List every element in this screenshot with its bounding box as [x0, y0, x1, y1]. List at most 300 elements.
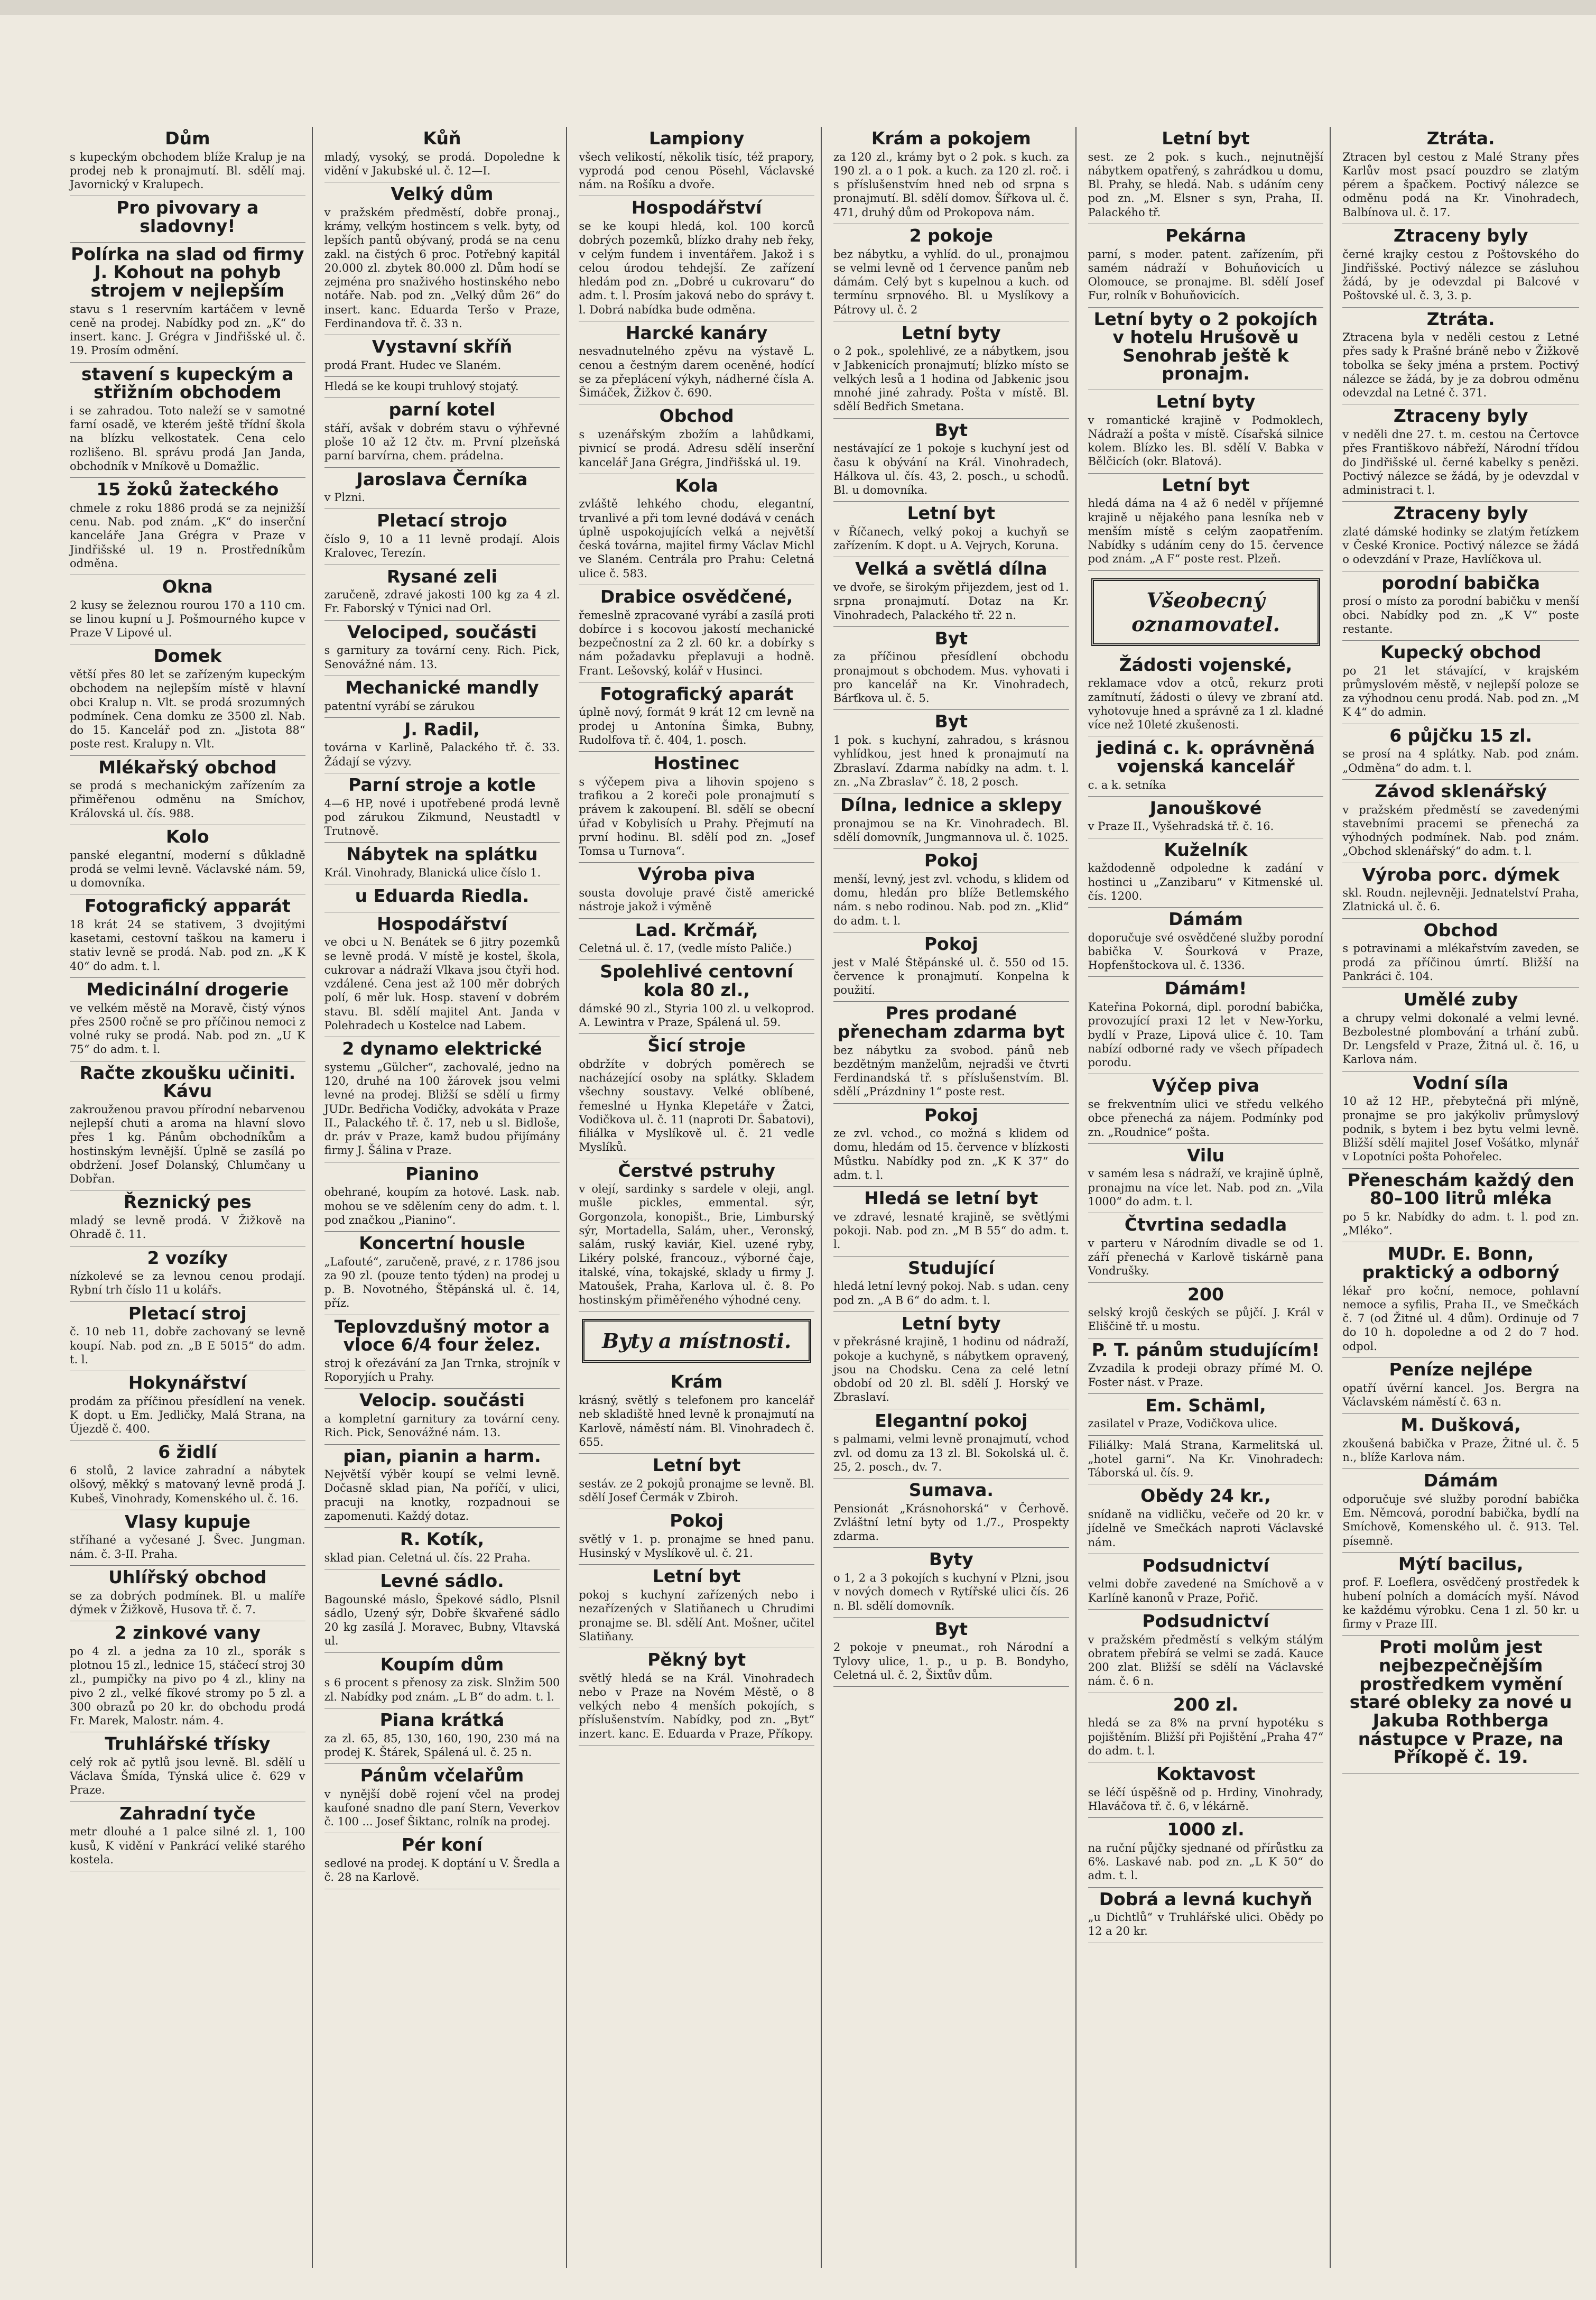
classified-ad — [1088, 1283, 1324, 1338]
classified-ad — [70, 575, 305, 644]
top-edge — [0, 0, 1596, 15]
classified-ad — [1088, 1436, 1324, 1485]
classified-ad — [324, 377, 560, 398]
ad-heading: Peníze nejlépe — [1389, 1359, 1533, 1380]
ad-body: se prosí na 4 splátky. Nab. pod znám. „Odměna“ do adm. t. l. — [1342, 747, 1579, 774]
classified-ad — [833, 849, 1069, 932]
ad-heading: Kuželník — [1164, 839, 1248, 860]
ad-heading: Pletací strojo — [377, 510, 507, 531]
ad-heading: Pletací stroj — [128, 1303, 247, 1324]
ad-heading: Byt — [934, 1618, 968, 1639]
ad-body: za zl. 65, 85, 130, 160, 190, 230 má na prodej K. Štárek, Spálená ul. č. 25 n. — [324, 1732, 560, 1759]
classified-ad — [324, 1037, 560, 1162]
ad-heading: Obchod — [659, 405, 734, 427]
classified-ad — [1088, 838, 1324, 908]
ad-heading: porodní babička — [1381, 572, 1541, 593]
ad-heading: Nábytek na splátku — [346, 844, 538, 865]
ad-heading: Čerstvé pstruhy — [618, 1160, 775, 1181]
ad-body: 10 až 12 HP., přebytečná při mlýně, pronajme se pro jakýkoliv průmyslový podnik, s bytem i bez bytu velmi levně. Bližší sdělí majitel Josef Vošátko, mlynář v Lopotníci pošta Pohořelec. — [1342, 1095, 1579, 1163]
ad-heading: Koncertní housle — [359, 1233, 525, 1253]
ad-body: v pražském předměstí, dobře pronaj., krámy, velkým hostincem s velk. byty, od lepších pantů obývaný, prodá se na cenu zakl. na čistých 6 proc. Potřebný kapitál 20.000 zl. zbytek 80.000 zl. Dům hodí se zejména pro snaživého hostinského nebo notáře. Nab. pod zn. „Velký dům 26“ do insert. kanc. Eduarda Teršo v Praze, Ferdinandova tř. č. 33 n. — [324, 206, 560, 330]
classified-ad — [579, 196, 814, 321]
classified-ad — [70, 1802, 305, 1871]
ad-heading: Pokoj — [924, 1104, 978, 1125]
ad-body: číslo 9, 10 a 11 levně prodají. Alois Kralovec, Terezín. — [324, 533, 560, 560]
ad-heading: Piana krátká — [379, 1709, 505, 1730]
classified-ad — [579, 1159, 814, 1312]
ad-heading: Řeznický pes — [123, 1191, 252, 1213]
ad-heading: Podsudnictví — [1142, 1610, 1269, 1631]
classified-ad — [1088, 1693, 1324, 1762]
ad-body: v pražském předměstí se zavedenými stavebními pracemi se přenechá za výhodných podmínek. Nab. pod znám. „Obchod sklenářský“ do adm. t. l. — [1342, 803, 1579, 858]
ad-heading: Kupecký obchod — [1380, 642, 1542, 663]
ad-body: i se zahradou. Toto naleží se v samotné farní osadě, ve kterém ještě třídní škola na blízku velkostatek. Cena celo rozlišeno. Bl. správu prodá Jan Janda, obchodník v Mníkově u Domažlic. — [70, 404, 305, 473]
ad-body: se frekventním ulici ve středu velkého obce přenechá za nájem. Podmínky pod zn. „Roudnice“ pošta. — [1088, 1098, 1324, 1139]
ad-heading: Spolehlivé centovní kola 80 zl., — [600, 961, 793, 1001]
ad-body: snídaně na vidličku, večeře od 20 kr. v jídelně ve Smečkách naproti Václavské nám. — [1088, 1508, 1324, 1549]
classified-ad — [70, 478, 305, 575]
ad-heading: Pres prodané přenecham zdarma byt — [837, 1003, 1065, 1042]
classified-ad — [324, 1315, 560, 1389]
ad-body: skl. Roudn. nejlevněji. Jednatelství Praha, Zlatnická ul. č. 6. — [1342, 886, 1579, 913]
ad-body: jest v Malé Štěpánské ul. č. 550 od 15. července k pronajmutí. Konpelna k použití. — [833, 956, 1069, 997]
ad-heading: Račte zkoušku učiniti. Kávu — [79, 1062, 296, 1102]
ad-body: ze zvl. vchod., co možná s klidem od domu, hledám od 15. července v blízkosti Můstku. Nabídky pod zn. „K K 37“ do adm. t. l. — [833, 1127, 1069, 1181]
ad-body: 6 stolů, 2 lavice zahradní a nábytek olšový, měkký s matovaný levně prodá J. Kubeš, Vinohrady, Komenského ul. č. 16. — [70, 1464, 305, 1505]
classified-ad — [1088, 1610, 1324, 1693]
classified-ad — [324, 1232, 560, 1315]
classified-ad — [1088, 1888, 1324, 1943]
classified-ad — [1088, 1484, 1324, 1554]
ad-body: Zvzadila k prodeji obrazy přímé M. O. Foster nást. v Praze. — [1088, 1362, 1324, 1389]
classified-ad — [579, 321, 814, 405]
ad-body: 4—6 HP, nové i upotřebené prodá levně pod zárukou Zikmund, Neustadtl v Trutnově. — [324, 797, 560, 838]
classified-ad — [579, 1034, 814, 1159]
classified-ad — [579, 127, 814, 196]
ad-body: patentní vyrábí se zárukou — [324, 699, 475, 713]
ad-heading: M. Dušková, — [1400, 1415, 1521, 1436]
classified-ad — [1342, 127, 1579, 224]
classified-ad — [833, 1479, 1069, 1548]
ad-heading: Hledá se letní byt — [864, 1188, 1038, 1209]
ad-body: továrna v Karlině, Palackého tř. č. 33. Žádají se výzvy. — [324, 741, 560, 768]
classified-ad — [70, 1190, 305, 1246]
ad-heading: J. Radil, — [404, 718, 480, 740]
ad-body: v neděli dne 27. t. m. cestou na Čertovce přes Františkovo nábřeží, Národní třídou do Jindřišské ul. černé kabelky s penězi. Poctivý nálezce se žádá, by je odevzdal v administraci t. l. — [1342, 428, 1579, 497]
ad-heading: Proti molům jest nejbezpečnějším prostředkem vymění staré obleky za nové u Jakuba Rothberga nástupce v Praze, na Příkopě č. 19. — [1349, 1637, 1572, 1768]
ad-body: v nynější době rojení včel na prodej kaufoné snadno dle paní Stern, Veverkov č. 100 ... Josef Šiktanc, rolník na prodej. — [324, 1787, 560, 1828]
classified-ad — [1342, 780, 1579, 863]
ad-body: č. 10 neb 11, dobře zachovaný se levně koupí. Nab. pod zn. „B E 5015“ do adm. t. l. — [70, 1325, 305, 1366]
ad-heading: Sumava. — [908, 1480, 994, 1501]
classified-ad — [324, 1708, 560, 1764]
ad-body: prodá Frant. Hudec ve Slaném. — [324, 358, 502, 372]
ad-heading: 200 — [1187, 1283, 1224, 1305]
ad-body: za 120 zl., krámy byt o 2 pok. s kuch. za 190 zl. a o 1 pok. a kuch. za 120 zl. roč. i s příslušenstvím hned neb od srpna s pronajmutí. Bl. sdělí domov. Šířkova ul. č. 471, druhý dům od Prokopova nám. — [833, 150, 1069, 219]
classified-ad — [1342, 919, 1579, 988]
ad-body: ve obci u N. Benátek se 6 jitry pozemků se levně prodá. V místě je kostel, škola, cukrovar a nádraží Vlkava jsou čtyři hod. vzdálené. Cena jest až 100 měr dobrých polí, 6 měr luk. Hosp. stavení v dobrém stavu. Bl. sdělí majitel Ant. Janda v Polehradech u Kostelce nad Labem. — [324, 936, 560, 1032]
ad-body: menší, levný, jest zvl. vchodu, s klidem od domu, hledán pro blíže Betlemského nám. s nebo rodinou. Nab. pod zn. „Klid“ do adm. t. l. — [833, 872, 1069, 927]
ad-heading: Drabice osvědčené, — [600, 586, 793, 607]
ad-heading: Elegantní pokoj — [875, 1410, 1028, 1431]
classified-ad — [833, 557, 1069, 626]
classified-ad — [1088, 224, 1324, 308]
ad-heading: Ztráta. — [1426, 308, 1495, 329]
ad-heading: Výroba piva — [638, 864, 756, 885]
classified-ad — [70, 894, 305, 978]
classified-ad — [324, 182, 560, 335]
ad-heading: Přeneschám každý den 80–100 litrů mléka — [1347, 1169, 1574, 1209]
ad-body: stříhané a vyčesané J. Švec. Jungman. nám. č. 3-II. Praha. — [70, 1534, 305, 1560]
ad-heading: Obchod — [1423, 919, 1498, 940]
classified-ad — [70, 1732, 305, 1802]
ad-body: Král. Vinohrady, Blanická ulice číslo 1. — [324, 866, 541, 879]
classified-ad — [70, 243, 305, 363]
ad-heading: Kola — [675, 475, 718, 496]
classified-ad — [1088, 1074, 1324, 1143]
ad-heading: Letní byty — [901, 1313, 1001, 1334]
ad-heading: Letní byty — [901, 322, 1001, 343]
ad-body: všech velikostí, několik tisíc, též prapory, vyprodá pod cenou Pösehl, Václavské nám. na Rošíku a dvoře. — [579, 150, 814, 191]
ad-body: „u Dichtlů“ v Truhlářské ulici. Obědy po 12 a 20 kr. — [1088, 1911, 1324, 1938]
classified-ad — [833, 1187, 1069, 1256]
ad-body: po 5 kr. Nabídky do adm. t. l. pod zn. „Mléko“. — [1342, 1210, 1579, 1237]
classified-ad — [833, 627, 1069, 710]
ad-heading: Šicí stroje — [647, 1035, 746, 1056]
ad-heading: Harcké kanáry — [625, 322, 768, 343]
ad-body: hledá se za 8% na první hypotéku s pojištěním. Bližší při Pojištění „Praha 47“ do adm. t. l. — [1088, 1716, 1324, 1757]
ad-body: stavu s 1 reservním kartáčem v levně ceně na prodej. Nabídky pod zn. „K“ do insert. kanc. J. Grégra v Jindřišské ul. č. 19. Prosím odmění. — [70, 302, 305, 357]
ad-heading: Parní stroje a kotle — [348, 774, 536, 795]
ad-heading: pian, pianin a harm. — [343, 1445, 541, 1466]
ad-heading: Výroba porc. dýmek — [1362, 864, 1560, 885]
ad-body: každodenně odpoledne k zadání v hostinci u „Zanzibaru“ v Kitmenské ul. čís. 1200. — [1088, 862, 1324, 902]
ad-heading: Koktavost — [1156, 1763, 1256, 1785]
ad-heading: Pěkný byt — [647, 1649, 746, 1670]
ad-heading: Truhlářské třísky — [105, 1733, 271, 1754]
ad-body: v parteru v Národním divadle se od 1. září přenechá v Karlově tiskárně pana Vondrušky. — [1088, 1236, 1324, 1278]
classified-ad — [833, 224, 1069, 321]
classified-ad — [70, 1061, 305, 1191]
ad-body: opatří úvěrní kancel. Jos. Bergra na Václavském náměstí č. 63 n. — [1342, 1381, 1579, 1408]
ad-heading: Letní byt — [652, 1455, 741, 1476]
classified-ad — [324, 468, 560, 510]
ad-heading: Lampiony — [649, 128, 745, 149]
column-6 — [1336, 127, 1585, 2268]
ad-body: c. a k. setníka — [1088, 778, 1166, 791]
classified-ad — [70, 1371, 305, 1440]
classified-ad — [324, 676, 560, 718]
classified-ad — [833, 127, 1069, 224]
ad-body: řemeslně zpracované vyrábí a zasílá proti dobírce i s kocovou jakostí mechanické bezpečnostní za 2 zl. 60 kr. a dobírky s nám požadavku přeplavuji a hodně. Frant. Lešovský, kolář v Husinci. — [579, 608, 814, 677]
classified-ad — [70, 1510, 305, 1566]
ad-heading: 15 žoků žateckého — [96, 479, 279, 500]
ad-heading: Letní byty — [1156, 391, 1256, 412]
classified-ad — [1088, 736, 1324, 797]
ad-heading: P. T. pánům studujícím! — [1091, 1339, 1320, 1360]
classified-ad — [1088, 977, 1324, 1074]
ad-body: s uzenářským zbožím a lahůdkami, pivnicí se prodá. Adresu sdělí inserční kancelář Jana Grégra, Jindřišská ul. 19. — [579, 428, 814, 469]
ad-body: obdržíte v dobrých poměrech se nacházející osoby na splátky. Skladem všechny soustavy. Velké oblíbené, řemeslné u Hynka Klepetáře v Žatci, Vodičkova ul. č. 11 (naproti Dr. Šabatovi), filiálka v Myslíkově ul. č. 21 vedle Myslíků. — [579, 1057, 814, 1154]
column-5 — [1082, 127, 1331, 2268]
classified-ad — [1342, 863, 1579, 919]
ad-heading: Mlékařský obchod — [98, 756, 277, 778]
ad-heading: Velký dům — [391, 183, 494, 205]
ad-body: v olejí, sardinky s sardele v oleji, angl. mušle pickles, emmental. sýr, Gorgonzola, konopišt., Brie, Limburský sýr, Mortadella, Salám, uher., Veronský, salám, ruský kaviár, Kiel. uzené ryby, Likéry polské, francouz., výborné čaje, italské, vína, tokajské, sklady u firmy J. Matoušek, Praha, Karlova ul. č. 8. Po hostinským přiměřeného výhodné ceny. — [579, 1183, 814, 1307]
ad-heading: Velocip. součásti — [359, 1390, 525, 1411]
ad-body: hledá dáma na 4 až 6 neděl v příjemné krajině u nějakého pana lesníka neb v menším místě s celým zaopatřením. Nabídky s udáním ceny do 15. července pod znám. „A F“ poste rest. Plzeň. — [1088, 497, 1324, 566]
classified-ad — [1088, 390, 1324, 474]
ad-body: Bagounské máslo, Špekové sádlo, Plsnil sádlo, Uzený sýr, Dobře škvařené sádlo 20 kg zasílá J. Moravec, Bubny, Vltavská ul. — [324, 1593, 560, 1648]
ad-body: se prodá s mechanickým zařízením za přiměřenou odměnu na Smíchov, Královská ul. čís. 988. — [70, 779, 305, 820]
classified-ad — [579, 919, 814, 960]
ad-body: krásný, světlý s telefonem pro kancelář neb skladiště hned levně k pronajmutí na Karlově, náměstí nám. Bl. Vinohradech č. 655. — [579, 1394, 814, 1448]
classified-ad — [833, 1104, 1069, 1187]
classified-ad — [324, 843, 560, 884]
classified-ad — [833, 1409, 1069, 1479]
ad-heading: Žádosti vojenské, — [1119, 654, 1293, 675]
ad-body: ve zdravé, lesnaté krajině, se světlými pokoji. Nab. pod zn. „M B 55“ do adm. t. l. — [833, 1210, 1069, 1251]
ad-body: metr dlouhé a 1 palce silné zl. 1, 100 kusů, K vidění v Pankrácí veliké starého kostela. — [70, 1825, 305, 1866]
ad-heading: Podsudnictví — [1142, 1555, 1269, 1576]
classified-ad — [833, 710, 1069, 793]
classified-ad — [1088, 1394, 1324, 1436]
classified-ad — [579, 1370, 814, 1454]
classified-ad — [579, 1648, 814, 1745]
classified-ad — [1342, 224, 1579, 308]
ad-body: sest. ze 2 pok. s kuch., nejnutnější nábytkem opatřený, s zahrádkou u domu, Bl. Prahy, se hledá. Nab. s udáním ceny pod zn. „M. Elsner s syn, Praha, II. Palackého tř. — [1088, 150, 1324, 219]
classified-ad — [70, 1621, 305, 1732]
section-header: Všeobecný oznamovatel. — [1091, 578, 1321, 646]
ad-body: velmi dobře zavedené na Smíchově a v Karlíně kanonů v Praze, Pořič. — [1088, 1577, 1324, 1604]
ad-heading: Ztráta. — [1426, 128, 1495, 149]
classified-ad — [1342, 724, 1579, 780]
ad-body: v romantické krajině v Podmoklech, Nádraží a pošta v místě. Císařská silnice kolem. Blízko les. Bl. sdělí V. Babka v Bělčicích (okr. Blatová). — [1088, 413, 1324, 468]
classified-ad — [579, 1565, 814, 1648]
ad-body: nesvadnutelného zpěvu na výstavě L. cenou a čestným darem oceněné, hodící se za přeplácení výkyh, nádherné čísla A. Šimáček, Žižkov č. 690. — [579, 345, 814, 400]
ad-heading: MUDr. E. Bonn, praktický a odborný — [1362, 1243, 1560, 1282]
classified-ad — [579, 404, 814, 474]
classified-ad — [324, 1833, 560, 1889]
classified-ad — [324, 1569, 560, 1653]
ad-heading: Rysané zeli — [387, 566, 497, 587]
classified-ad — [324, 565, 560, 621]
column-2 — [318, 127, 568, 2268]
ad-heading: Vodní síla — [1413, 1072, 1509, 1093]
classified-ad — [324, 398, 560, 467]
ad-heading: Pokoj — [924, 933, 978, 954]
classified-ad — [324, 773, 560, 843]
ad-heading: Letní byt — [1162, 474, 1250, 495]
classified-ad — [1342, 1469, 1579, 1553]
ad-body: nízkolevé se za levnou cenou prodají. Rybní trh číslo 11 u kolářs. — [70, 1270, 305, 1297]
ad-heading: Závod sklenářský — [1375, 780, 1547, 801]
ad-body: v překrásné krajině, 1 hodinu od nádraží, pokoje a kuchyně, s nábytkem opravený, jsou na Chodsku. Cena za celé letní období od 20 zl. Bl. sdělí J. Horský ve Zbraslaví. — [833, 1335, 1069, 1404]
classified-ad — [324, 127, 560, 182]
classified-ad — [1088, 308, 1324, 391]
classified-ad — [833, 1548, 1069, 1617]
ad-body: 2 pokoje v pneumat., roh Národní a Tylovy ulice, 1. p., u p. B. Bondyho, Celetná ul. č. 2, Šixtův dům. — [833, 1641, 1069, 1682]
classified-ad — [324, 509, 560, 565]
classified-ad — [324, 912, 560, 1037]
ad-body: Největší výběr koupí se velmi levně. Dočasně sklad pian, Na poříčí, v ulici, pracuji na knotky, rozpadnoui se zapomenuti. Každý dotaz. — [324, 1468, 560, 1522]
classified-ad — [833, 1618, 1069, 1687]
ad-heading: 6 půjčku 15 zl. — [1389, 725, 1533, 746]
ad-heading: Jaroslava Černíka — [356, 468, 528, 489]
ad-body: celý rok ač pytlů jsou levně. Bl. sdělí u Václava Šmída, Týnská ulice č. 629 v Praze. — [70, 1756, 305, 1797]
ad-heading: Letní byt — [1162, 128, 1250, 149]
ad-body: s garnitury za tovární ceny. Rich. Pick, Senovážné nám. 13. — [324, 644, 560, 671]
ad-body: stroj k ořezávání za Jan Trnka, strojník v Roporyjích u Prahy. — [324, 1356, 560, 1384]
ad-heading: Ztraceny byly — [1393, 405, 1528, 427]
ad-heading: Dobrá a levná kuchyň — [1099, 1888, 1313, 1909]
ad-body: odporučuje své služby porodní babička Em. Němcová, porodní babička, bydlí na Smíchově, Komenského ul. č. 913. Tel. písemně. — [1342, 1492, 1579, 1547]
ad-body: „Lafouté“, zaručeně, pravé, z r. 1786 jsou za 90 zl. (pouze tento týden) na prodej u p. B. Novotného, Štěpánská ul. č. 14, příz. — [324, 1255, 560, 1310]
ad-heading: Dámám! — [1164, 978, 1247, 999]
ad-body: obehrané, koupím za hotové. Lask. nab. mohou se ve sdělením ceny do adm. t. l. pod značkou „Pianino“. — [324, 1186, 560, 1226]
classified-ad — [324, 1389, 560, 1444]
ad-body: nestávající ze 1 pokoje s kuchyní jest od času k obývání na Král. Vinohradech, Hálkova ul. čís. 43, 2. posch., u schodů. Bl. u domovníka. — [833, 442, 1069, 497]
ad-body: hledá letní levný pokoj. Nab. s udan. ceny pod zn. „A B 6“ do adm. t. l. — [833, 1280, 1069, 1307]
ad-heading: 200 zl. — [1173, 1694, 1239, 1715]
ad-body: dámské 90 zl., Styria 100 zl. u velkoprod. A. Lewintra v Praze, Spálená ul. 59. — [579, 1002, 814, 1029]
classified-ad — [1342, 641, 1579, 724]
ad-heading: Levné sádlo. — [380, 1571, 504, 1592]
ad-body: ve dvoře, se širokým přijezdem, jest od 1. srpna pronajmutí. Dotaz na Kr. Vinohradech, Palackého tř. 22 n. — [833, 581, 1069, 622]
ad-body: bez nábytku, a vyhlíd. do ul., pronajmou se velmi levně od 1 července panům neb dámám. Celý byt s kupelnou a kuch. od termínu srpnového. Bl. u Myslíkovy a Pátrovy ul. č. 2 — [833, 247, 1069, 316]
classified-ad — [579, 752, 814, 863]
classified-ad — [833, 1002, 1069, 1103]
classified-ad — [70, 756, 305, 825]
ad-heading: Velociped, součásti — [347, 621, 537, 642]
classified-ad — [579, 474, 814, 585]
ad-heading: Pro pivovary a sladovny! — [116, 197, 259, 237]
ad-body: v pražském předměstí s velkým stálým obratem přebírá se velmi se zadá. Kauce 200 zlat. Bližší se sdělí na Václavské nám. č. 6 n. — [1088, 1633, 1324, 1688]
ad-heading: Em. Schäml, — [1145, 1394, 1266, 1416]
ad-body: Kateřina Pokorná, dipl. porodní babička, provozující praxi 12 let v New-Yorku, bydlí v Praze, Lipová ulice č. 10. Tam nabízí odborné rady ve všech případech porodu. — [1088, 1001, 1324, 1069]
ad-heading: Pokoj — [924, 850, 978, 871]
ad-body: Filiálky: Malá Strana, Karmelitská ul. „hotel garni“. Na Kr. Vinohradech: Táborská ul. čís. 9. — [1088, 1438, 1324, 1480]
classified-ad — [70, 1246, 305, 1302]
ad-body: pokoj s kuchyní zařízených nebo i nezařízených v Slatiňanech u Chrudimi pronajme se. Bl. sdělí Ant. Mošner, učitel Slatiňany. — [579, 1588, 814, 1643]
classified-ad — [1088, 908, 1324, 977]
classified-ad — [70, 644, 305, 755]
ad-heading: 2 zinkové vany — [114, 1622, 261, 1643]
ad-body: v Říčanech, velký pokoj a kuchyň se zařízením. K dopt. u A. Vejrych, Koruna. — [833, 525, 1069, 552]
ad-heading: Čtvrtina sedadla — [1124, 1214, 1287, 1235]
ad-heading: Hokynářství — [128, 1372, 247, 1393]
classified-ad — [1342, 571, 1579, 641]
ad-heading: Ztraceny byly — [1393, 503, 1528, 524]
ad-body: sedlové na prodej. K doptání u V. Šredla a č. 28 na Karlově. — [324, 1857, 560, 1884]
ad-heading: 2 dynamo elektrické — [342, 1038, 542, 1059]
classified-ad — [1088, 1554, 1324, 1610]
ad-body: na ruční půjčky sjednané od přírůstku za 6%. Laskavé nab. pod zn. „L K 50“ do adm. t. l. — [1088, 1841, 1324, 1882]
ad-heading: jediná c. k. oprávněná vojenská kancelář — [1096, 737, 1315, 777]
ad-body: v samém lesa s nádraží, ve krajině úplně, pronajmu na více let. Nab. pod zn. „Vila 1000“ do adm. t. l. — [1088, 1167, 1324, 1208]
ad-body: sestáv. ze 2 pokojů pronajme se levně. Bl. sdělí Josef Čermák v Zbiroh. — [579, 1477, 814, 1504]
classified-ad — [579, 585, 814, 682]
ad-body: Celetná ul. č. 17, (vedle místo Paliče.) — [579, 942, 792, 955]
ad-heading: Hospodářství — [377, 913, 507, 934]
ad-body: v Plzni. — [324, 491, 366, 504]
ad-body: se léčí úspěšně od p. Hrdiny, Vinohrady, Hlaváčova tř. č. 6, v lékárně. — [1088, 1786, 1324, 1813]
classified-ad — [70, 1302, 305, 1371]
ad-heading: Vystavní skříň — [372, 336, 513, 357]
classified-ad — [70, 825, 305, 894]
ad-body: v Praze II., Vyšehradská tř. č. 16. — [1088, 820, 1274, 833]
ad-body: zkoušená babička v Praze, Žitné ul. č. 5 n., blíže Karlova nám. — [1342, 1437, 1579, 1464]
ad-body: o 1, 2 a 3 pokojích s kuchyní v Plzni, jsou v nových domech v Rytířské ulici čís. 26 n. Bl. sdělí domovník. — [833, 1572, 1069, 1612]
ad-heading: Lad. Krčmář, — [635, 919, 758, 940]
classified-ad — [579, 1509, 814, 1565]
ad-body: parní, s moder. patent. zařízením, při samém nádraží v Bohuňovicích u Olomouce, se pronajme. Bl. sdělí Josef Fur, rolník v Bohuňovicích. — [1088, 247, 1324, 302]
ad-body: černé krajky cestou z Poštovského do Jindřišské. Poctivý nálezce se zásluhou žádá, by je odevzdal pi Balcové v Poštovské ul. č. 3, 3. p. — [1342, 247, 1579, 302]
column-3 — [572, 127, 822, 2268]
ad-body: a chrupy velmi dokonalé a velmi levné. Bezbolestné plombování a trhání zubů. Dr. Lengsfeld v Praze, Žitná ul. č. 16, u Karlova nám. — [1342, 1011, 1579, 1066]
ad-heading: Obědy 24 kr., — [1140, 1485, 1271, 1507]
classified-ad — [1342, 1072, 1579, 1169]
ad-body: Hledá se ke koupi truhlový stojatý. — [324, 380, 519, 393]
ad-heading: Hostinec — [653, 753, 740, 774]
ad-body: s výčepem piva a lihovin spojeno s trafikou a 2 koreči pole pronajmutí s právem k zakoupení. Bl. sdělí se obecní úřad v Kobylisích u Prahy. Přejmutí na první hodinu. Bl. sdělí pod zn. „Josef Tomsa u Turnova“. — [579, 775, 814, 858]
ad-body: reklamace vdov a otců, rekurz proti zamítnutí, žádosti o úlevy ve zbraní atd. vyhotovuje hned a správně za 1 zl. kladné více než 10leté zkušenosti. — [1088, 677, 1324, 732]
ad-body: úplně nový, formát 9 krát 12 cm levně na prodej u Antonína Šimka, Bubny, Rudolfova tř. č. 404, 1. posch. — [579, 706, 814, 746]
ad-body: pronajmou se na Kr. Vinohradech. Bl. sdělí domovník, Jungmannova ul. č. 1025. — [833, 817, 1069, 844]
ad-heading: Koupím dům — [380, 1654, 504, 1675]
ad-heading: 2 pokoje — [909, 225, 993, 246]
ad-heading: Zahradní tyče — [119, 1803, 256, 1824]
classified-ad — [833, 932, 1069, 1002]
classified-ad — [833, 793, 1069, 849]
ad-heading: Fotografický aparát — [600, 683, 794, 704]
ad-body: se za dobrých podmínek. Bl. u malíře dýmek v Žižkově, Husova tř. č. 7. — [70, 1589, 305, 1616]
column-4 — [827, 127, 1077, 2268]
ad-heading: Vlasy kupuje — [124, 1511, 250, 1532]
ad-body: 2 kusy se železnou rourou 170 a 110 cm. se linou kupní u J. Pošmourného kupce v Praze V Lipové ul. — [70, 598, 305, 640]
ad-heading: Pianino — [405, 1163, 479, 1184]
ad-heading: Letní byt — [907, 503, 996, 524]
ad-heading: Pér koní — [402, 1834, 482, 1855]
ad-body: se ke koupi hledá, kol. 100 korců dobrých pozemků, blízko drahy neb řeky, v celým fundem i inventářem. Jakož i s celou úrodou tehdejší. Ze zařízení hledám pod zn. „Dobré u cukrovaru“ do adm. t. l. Prosím jaková nebo do správy t. l. Dobrá nabídka bude odměna. — [579, 220, 814, 316]
ad-body: systemu „Gülcher“, zachovalé, jedno na 120, druhé na 100 žárovek jsou velmi levné na prodej. Bližší se sdělí u firmy JUDr. Bedřicha Vodičky, advokáta v Praze II., Palackého tř. č. 17, neb u sl. Bidloše, dr. práv v Praze, kamž budou přijímány firmy J. Šálina v Praze. — [324, 1060, 560, 1157]
classified-ad — [579, 863, 814, 918]
classified-ad — [833, 321, 1069, 419]
ad-heading: Mechanické mandly — [345, 677, 539, 698]
ad-heading: R. Kotík, — [400, 1529, 485, 1550]
ad-body: bez nábytku za svobod. pánů neb bezdětným manželům, nejradši ve čtvrti Ferdinandská tř. s příslušenstvím. Bl. sdělí „Prázdniny 1“ poste rest. — [833, 1043, 1069, 1098]
ad-body: prosí o místo za porodní babičku v menší obci. Nabídky pod zn. „K V“ poste restante. — [1342, 595, 1579, 635]
ad-heading: Krám a pokojem — [871, 128, 1031, 149]
classified-ad — [324, 335, 560, 377]
classified-ad — [324, 1764, 560, 1833]
classified-ad — [1342, 1553, 1579, 1636]
classified-ad — [324, 1653, 560, 1708]
ad-heading: 2 vozíky — [147, 1247, 228, 1268]
classified-ad — [579, 1454, 814, 1509]
ad-body: ve velkém městě na Moravě, čistý výnos přes 2500 ročně se pro příčinou nemoci z volné ruky se prodá. Nab. pod zn. „U K 75“ do adm. t. l. — [70, 1001, 305, 1056]
ad-heading: Medicinální drogerie — [86, 978, 289, 1000]
ad-body: světlý hledá se na Král. Vinohradech nebo v Praze na Novém Městě, o 8 velkých nebo 4 menších pokojích, s příslušenstvím. Nabídky, pod zn. „Byt“ inzert. kanc. E. Eduarda v Praze, Příkopy. — [579, 1671, 814, 1740]
classified-ad — [579, 682, 814, 752]
classified-ad — [1342, 1358, 1579, 1414]
ad-body: a kompletní garnitury za tovární ceny. Rich. Pick, Senovážné nám. 13. — [324, 1412, 560, 1439]
ad-heading: Byt — [934, 711, 968, 732]
classified-ad — [70, 1440, 305, 1510]
ad-body: chmele z roku 1886 prodá se za nejnižší cenu. Nab. pod znám. „K“ do inserční kanceláře Jana Grégra v Praze v Jindřišské ul. 19 n. Prostředníkům odměna. — [70, 501, 305, 570]
ad-body: prof. F. Loeflera, osvědčený prostředek k hubení polních a domácích myší. Návod ke každému výrobku. Cena 1 zl. 50 kr. u firmy v Praze III. — [1342, 1576, 1579, 1631]
ad-body: Ztracena byla v neděli cestou z Letné přes sady k Prašné bráně nebo v Žižkově tobolka se šeky jména a prstem. Poctivý nálezce se žádá, by je za dobrou odměnu odevzdal na Letné č. 371. — [1342, 331, 1579, 400]
